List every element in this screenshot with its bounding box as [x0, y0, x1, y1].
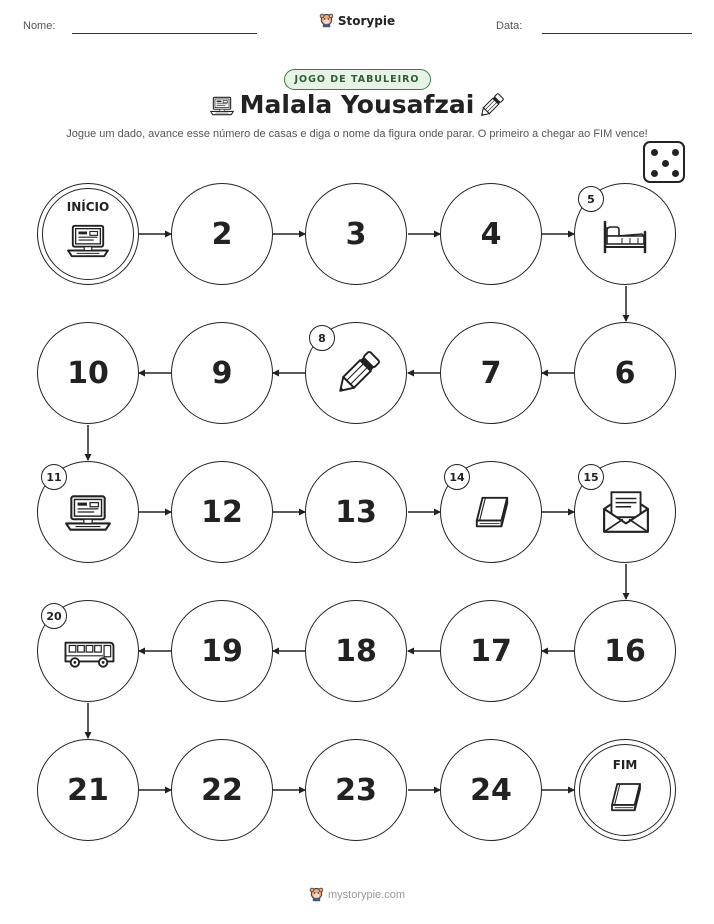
- space-number-badge: 15: [578, 464, 604, 490]
- bus-icon: [62, 637, 116, 669]
- laptop-icon: [65, 222, 111, 260]
- board-space-21: 21: [37, 739, 139, 841]
- footer-url[interactable]: mystorypie.com: [327, 888, 406, 901]
- instructions: Jogue um dado, avance esse número de casas e diga o nome da figura onde parar. O primeiro a chegar ao FIM vence!: [66, 128, 648, 140]
- footer: [0, 887, 714, 906]
- board-space-10: 10: [37, 322, 139, 424]
- board-space-17: 17: [440, 600, 542, 702]
- envelope-icon: [600, 490, 652, 534]
- game-type-badge: JOGO DE TABULEIRO: [284, 69, 431, 90]
- board-space-11: [37, 461, 139, 563]
- page-title: Malala Yousafzai: [239, 90, 475, 119]
- book-icon: [469, 494, 515, 532]
- board-space-7: 7: [440, 322, 542, 424]
- board-space-15: [574, 461, 676, 563]
- board-space-20: [37, 600, 139, 702]
- board-space-3: 3: [305, 183, 407, 285]
- board-space-13: 13: [305, 461, 407, 563]
- end-label: FIM: [612, 758, 638, 772]
- board-space-2: 2: [171, 183, 273, 285]
- mascot-icon: [309, 887, 324, 902]
- board-space-18: 18: [305, 600, 407, 702]
- board-space-14: [440, 461, 542, 563]
- start-label: INÍCIO: [66, 200, 110, 214]
- brand-name: Storypie: [337, 13, 396, 28]
- board-space-22: 22: [171, 739, 273, 841]
- date-label: Data:: [496, 20, 523, 32]
- space-number-badge: 11: [41, 464, 67, 490]
- board-space-5: [574, 183, 676, 285]
- book-icon: [605, 780, 647, 816]
- board-space-24: 24: [440, 739, 542, 841]
- board-space-end: [574, 739, 676, 841]
- board-space-6: 6: [574, 322, 676, 424]
- space-number-badge: 14: [444, 464, 470, 490]
- space-number-badge: 5: [578, 186, 604, 212]
- pencil-icon: [330, 347, 384, 401]
- board-space-4: 4: [440, 183, 542, 285]
- bed-icon: [599, 216, 651, 256]
- board-space-8: [305, 322, 407, 424]
- board-space-start: [37, 183, 139, 285]
- board-space-19: 19: [171, 600, 273, 702]
- board-space-16: 16: [574, 600, 676, 702]
- space-number-badge: 8: [309, 325, 335, 351]
- space-number-badge: 20: [41, 603, 67, 629]
- laptop-icon: [63, 492, 113, 534]
- board-space-9: 9: [171, 322, 273, 424]
- board-space-12: 12: [171, 461, 273, 563]
- board-space-23: 23: [305, 739, 407, 841]
- name-label: Nome:: [23, 20, 56, 32]
